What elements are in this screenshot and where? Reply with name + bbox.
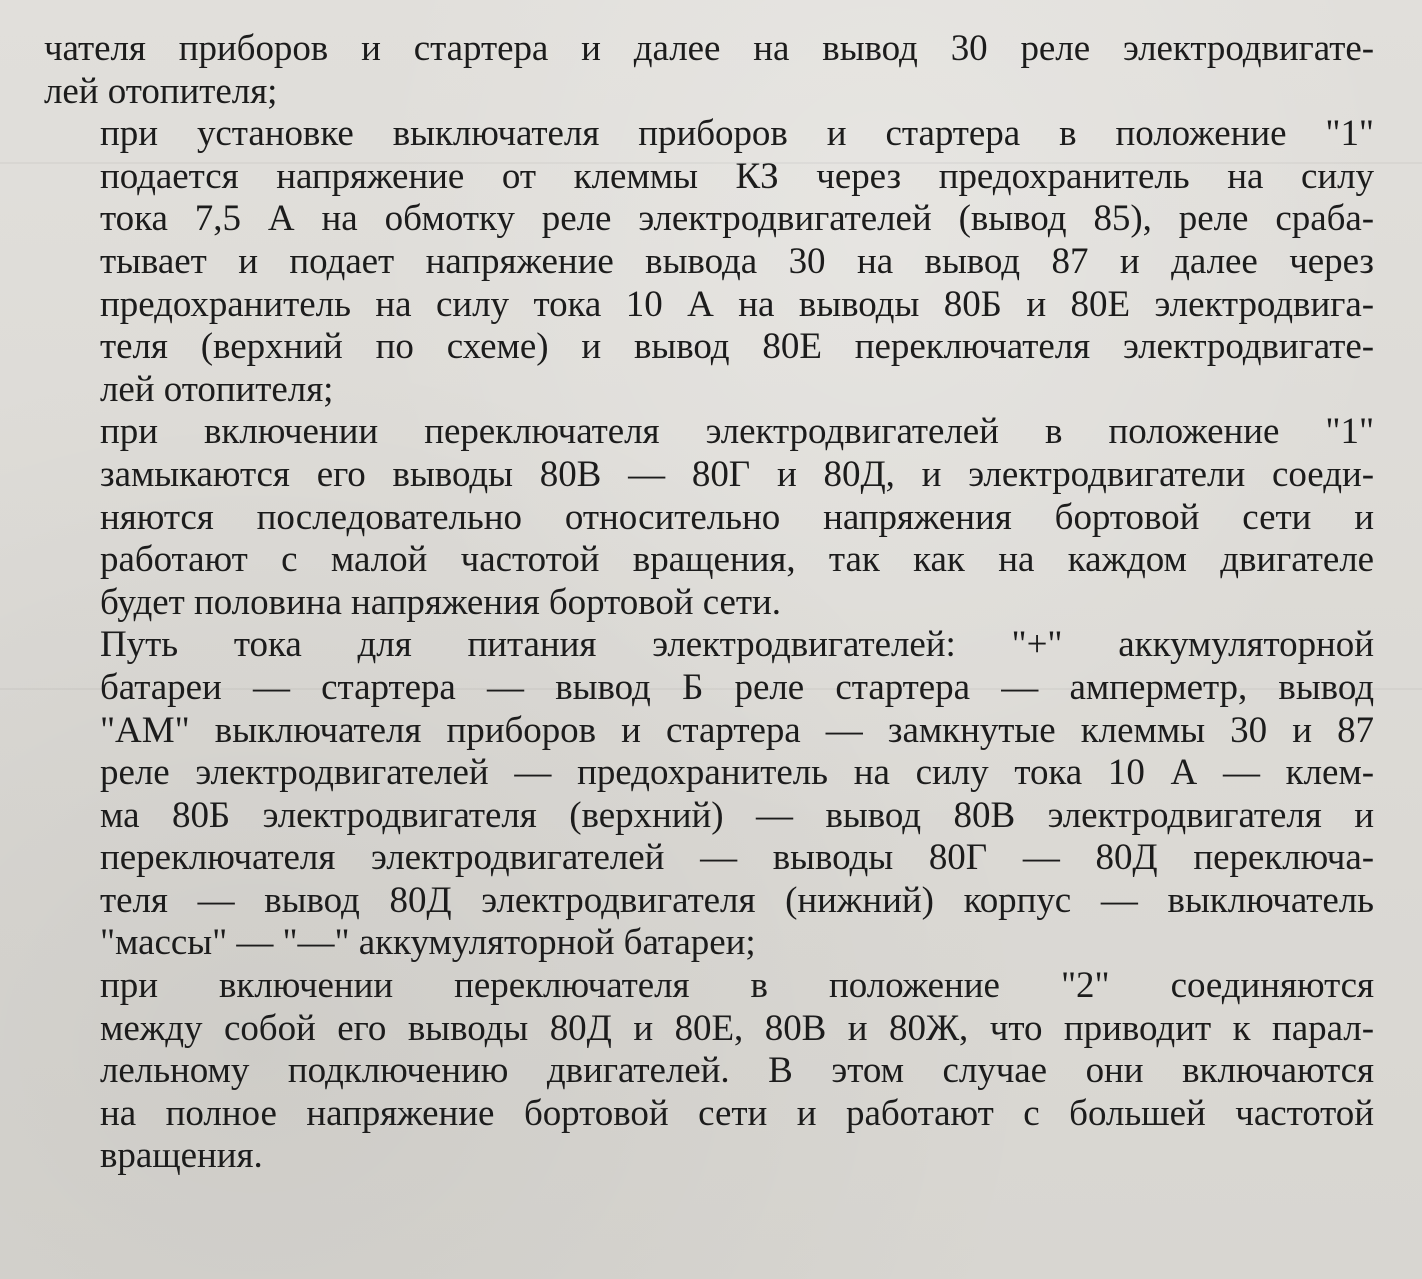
text-line: "АМ" выключателя приборов и стартера — замкнутые клеммы 30 и 87 bbox=[100, 709, 1374, 751]
text-line: батареи — стартера — вывод Б реле стартера — амперметр, вывод bbox=[100, 666, 1374, 708]
text-line: "массы" — "—" аккумуляторной батареи; bbox=[100, 922, 756, 964]
text-line: вращения. bbox=[100, 1135, 263, 1177]
text-line: при установке выключателя приборов и стартера в положение "1" bbox=[100, 113, 1374, 155]
text-line: предохранитель на силу тока 10 А на выводы 80Б и 80Е электродвига- bbox=[100, 283, 1374, 325]
text-line: реле электродвигателей — предохранитель на силу тока 10 А — клем- bbox=[100, 752, 1374, 794]
text-line: между собой его выводы 80Д и 80Е, 80В и 80Ж, что приводит к парал- bbox=[100, 1007, 1374, 1049]
text-line: на полное напряжение бортовой сети и работают с большей частотой bbox=[100, 1092, 1374, 1134]
text-line: при включении переключателя электродвигателей в положение "1" bbox=[100, 411, 1374, 453]
document-body bbox=[44, 28, 1374, 1178]
text-line: будет половина напряжения бортовой сети. bbox=[100, 581, 782, 623]
text-line: чателя приборов и стартера и далее на вывод 30 реле электродвигате- bbox=[44, 28, 1374, 69]
paragraph-5 bbox=[44, 965, 1374, 1178]
paragraph-3 bbox=[44, 411, 1374, 624]
text-line: теля — вывод 80Д электродвигателя (нижний) корпус — выключатель bbox=[100, 879, 1374, 921]
text-line: теля (верхний по схеме) и вывод 80Е переключателя электродвигате- bbox=[100, 326, 1374, 368]
text-line: при включении переключателя в положение "2" соединяются bbox=[100, 965, 1374, 1007]
text-line: лей отопителя; bbox=[100, 368, 334, 410]
paragraph-2 bbox=[44, 113, 1374, 411]
text-line: ма 80Б электродвигателя (верхний) — вывод 80В электродвигателя и bbox=[100, 794, 1374, 836]
text-line: переключателя электродвигателей — выводы 80Г — 80Д переключа- bbox=[100, 837, 1374, 879]
text-line: подается напряжение от клеммы КЗ через предохранитель на силу bbox=[100, 155, 1374, 197]
text-line: тывает и подает напряжение вывода 30 на вывод 87 и далее через bbox=[100, 240, 1374, 282]
text-line: няются последовательно относительно напряжения бортовой сети и bbox=[100, 496, 1374, 538]
text-line: замыкаются его выводы 80В — 80Г и 80Д, и электродвигатели соеди- bbox=[100, 453, 1374, 495]
text-line: лей отопителя; bbox=[44, 70, 278, 112]
paragraph-4 bbox=[44, 624, 1374, 965]
text-line: лельному подключению двигателей. В этом случае они включаются bbox=[100, 1050, 1374, 1092]
text-line: работают с малой частотой вращения, так как на каждом двигателе bbox=[100, 539, 1374, 581]
text-line: тока 7,5 А на обмотку реле электродвигателей (вывод 85), реле сраба- bbox=[100, 198, 1374, 240]
paragraph-1 bbox=[44, 28, 1374, 113]
text-line: Путь тока для питания электродвигателей: "+" аккумуляторной bbox=[100, 624, 1374, 666]
